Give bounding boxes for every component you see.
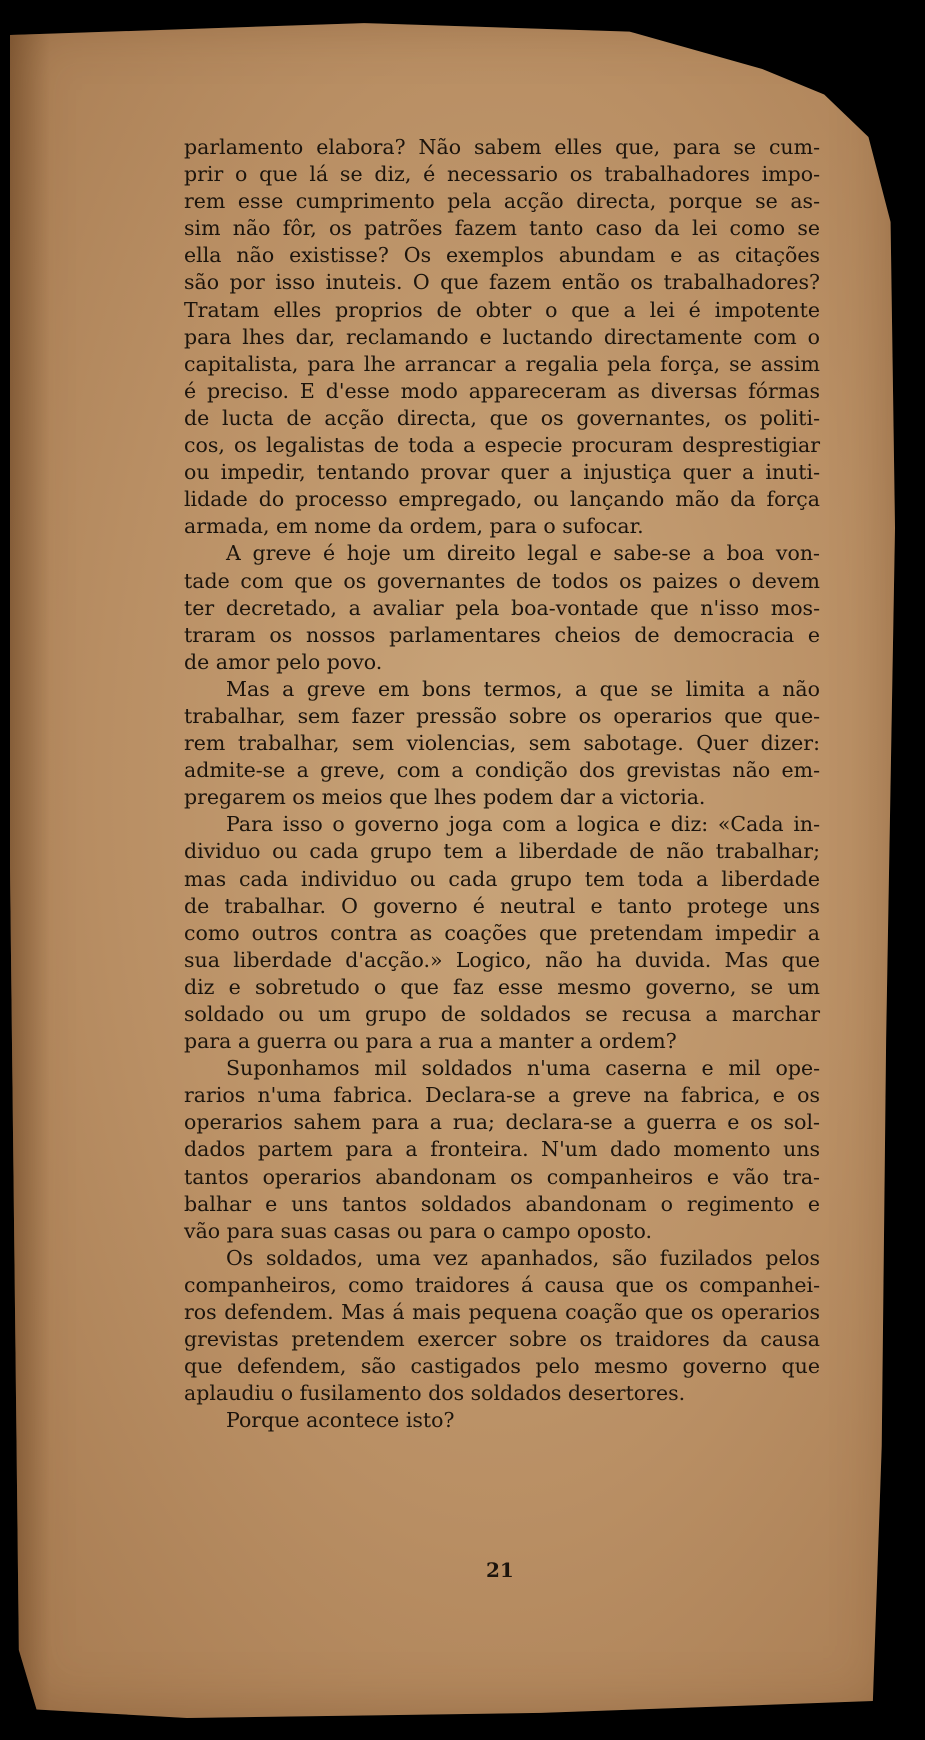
text-line: rem trabalhar, sem violencias, sem sabotage. Quer dizer: <box>184 731 820 756</box>
text-line: traram os nossos parlamentares cheios de democracia e <box>184 622 820 647</box>
text-line: mas cada individuo ou cada grupo tem toda a liberdade <box>184 866 820 891</box>
text-line: rarios n'uma fabrica. Declara-se a greve na fabrica, e os <box>184 1083 820 1108</box>
text-line: vão para suas casas ou para o campo oposto. <box>184 1218 652 1243</box>
text-line: operarios sahem para a rua; declara-se a guerra e os sol- <box>184 1110 820 1135</box>
text-line: grevistas pretendem exercer sobre os traidores da causa <box>184 1327 820 1352</box>
text-line: aplaudiu o fusilamento dos soldados desertores. <box>184 1381 686 1406</box>
text-line: trabalhar, sem fazer pressão sobre os operarios que que- <box>184 703 820 728</box>
body-text <box>184 134 820 1435</box>
text-line: cos, os legalistas de toda a especie procuram desprestigiar <box>184 433 820 458</box>
text-line: é preciso. E d'esse modo appareceram as diversas fórmas <box>184 378 820 403</box>
text-line: A greve é hoje um direito legal e sabe-se a boa von- <box>226 541 820 566</box>
text-line: sim não fôr, os patrões fazem tanto caso da lei como se <box>184 216 820 241</box>
text-line: ella não existisse? Os exemplos abundam e as citações <box>184 243 820 268</box>
text-line: admite-se a greve, com a condição dos grevistas não em- <box>184 758 820 783</box>
text-line: ros defendem. Mas á mais pequena coação que os operarios <box>184 1300 820 1325</box>
text-line: para lhes dar, reclamando e luctando directamente com o <box>184 324 820 349</box>
text-line: Porque acontece isto? <box>226 1408 455 1433</box>
text-line: rem esse cumprimento pela acção directa, porque se as- <box>184 189 820 214</box>
text-line: diz e sobretudo o que faz esse mesmo governo, se um <box>184 974 820 999</box>
text-line: Para isso o governo joga com a logica e diz: «Cada in- <box>226 812 820 837</box>
text-line: parlamento elabora? Não sabem elles que, para se cum- <box>184 135 820 159</box>
text-line: ou impedir, tentando provar quer a injustiça quer a inuti- <box>184 460 820 485</box>
text-line: soldado ou um grupo de soldados se recusa a marchar <box>184 1002 820 1026</box>
text-line: capitalista, para lhe arrancar a regalia pela força, se assim <box>184 351 820 376</box>
text-line: sua liberdade d'acção.» Logico, não ha duvida. Mas que <box>184 947 820 972</box>
text-line: lidade do processo empregado, ou lançando mão da força <box>184 487 820 512</box>
text-line: para a guerra ou para a rua a manter a ordem? <box>184 1029 677 1054</box>
text-line: Suponhamos mil soldados n'uma caserna e mil ope- <box>226 1056 820 1081</box>
text-line: que defendem, são castigados pelo mesmo governo que <box>184 1354 820 1379</box>
text-line: pregarem os meios que lhes podem dar a victoria. <box>184 785 706 810</box>
text-line: balhar e uns tantos soldados abandonam o regimento e <box>184 1191 820 1216</box>
text-line: como outros contra as coações que pretendam impedir a <box>184 920 820 945</box>
text-line: tantos operarios abandonam os companheiros e vão tra- <box>184 1164 820 1189</box>
text-line: de trabalhar. O governo é neutral e tanto protege uns <box>184 893 820 918</box>
text-line: Os soldados, uma vez apanhados, são fuzilados pelos <box>226 1245 820 1270</box>
text-line: Tratam elles proprios de obter o que a lei é impotente <box>184 297 820 322</box>
text-line: armada, em nome da ordem, para o sufocar. <box>184 514 644 539</box>
text-line: Mas a greve em bons termos, a que se limita a não <box>226 676 820 701</box>
page-number: 21 <box>486 1558 514 1582</box>
text-line: são por isso inuteis. O que fazem então os trabalhadores? <box>184 270 820 295</box>
text-line: dados partem para a fronteira. N'um dado momento uns <box>184 1137 820 1162</box>
text-line: tade com que os governantes de todos os paizes o devem <box>184 568 820 593</box>
page-spine-shadow <box>10 18 50 1718</box>
text-line: dividuo ou cada grupo tem a liberdade de não trabalhar; <box>184 839 820 864</box>
text-line: prir o que lá se diz, é necessario os trabalhadores impo- <box>184 162 820 187</box>
text-line: de lucta de acção directa, que os governantes, os politi- <box>184 405 820 430</box>
text-line: de amor pelo povo. <box>184 649 383 674</box>
text-line: ter decretado, a avaliar pela boa-vontade que n'isso mos- <box>184 595 820 620</box>
text-line: companheiros, como traidores á causa que os companhei- <box>184 1272 820 1297</box>
